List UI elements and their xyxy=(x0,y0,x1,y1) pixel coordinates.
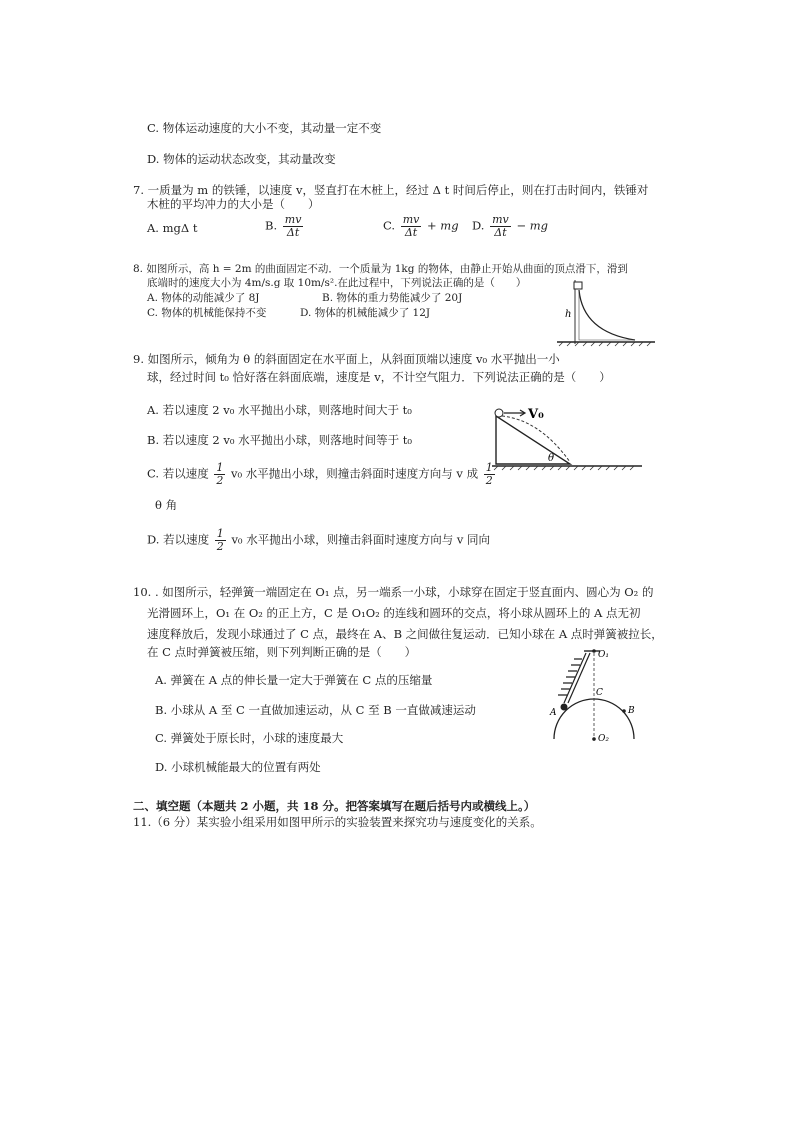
q9-option-d: D. 若以速度 $\frac{1}{2}$ v₀ 水平抛出小球，则撞击斜面时速度方向与 v 同向 xyxy=(147,527,491,553)
q6-option-d: D. 物体的运动状态改变，其动量改变 xyxy=(147,152,336,166)
section2-heading: 二、填空题（本题共 2 小题，共 18 分。把答案填写在题后括号内或横线上。） xyxy=(133,799,536,813)
q7-option-a: A. mgΔ t xyxy=(147,221,198,235)
q9-v0-label: V₀ xyxy=(528,407,544,422)
q10-label-o2: O₂ xyxy=(598,734,609,744)
q9-option-a: A. 若以速度 2 v₀ 水平抛出小球，则落地时间大于 t₀ xyxy=(147,403,412,417)
q10-spring xyxy=(558,653,586,703)
q9-option-c: C. 若以速度 $\frac{1}{2}$ v₀ 水平抛出小球，则撞击斜面时速度方向与 v 成 $\frac{1}{2}$ xyxy=(147,461,493,487)
q8-stem-line1: 8. 如图所示，高 h = 2m 的曲面固定不动．一个质量为 1kg 的物体，由静止开始从曲面的顶点滑下，滑到 xyxy=(133,263,628,275)
q7-option-d: D. $\frac{mv}{\Delta t}$ − mg xyxy=(472,213,548,239)
q8-curve-surface xyxy=(579,290,635,340)
q9-option-c-tail: θ 角 xyxy=(155,498,178,512)
q7-stem-line2: 木桩的平均冲力的大小是（ ） xyxy=(147,197,320,211)
q10-point-o1 xyxy=(592,649,596,653)
q10-option-a: A. 弹簧在 A 点的伸长量一定大于弹簧在 C 点的压缩量 xyxy=(155,673,433,687)
q9-stem-line2: 球，经过时间 t₀ 恰好落在斜面底端，速度是 v，不计空气阻力．下列说法正确的是（ ） xyxy=(147,370,611,384)
q10-spring-ring-figure xyxy=(540,645,650,745)
q9-half-fraction: $\frac{1}{2}$ xyxy=(216,461,224,487)
q7-option-c: C. $\frac{mv}{\Delta t}$ + mg xyxy=(383,213,459,239)
q8-option-a: A. 物体的动能减少了 8J xyxy=(147,292,260,304)
q10-option-d: D. 小球机械能最大的位置有两处 xyxy=(155,760,321,774)
q10-label-b: B xyxy=(628,706,635,716)
q7-option-b: B. $\frac{mv}{\Delta t}$ xyxy=(265,213,302,239)
q10-point-o2 xyxy=(592,737,596,741)
q10-option-c: C. 弹簧处于原长时，小球的速度最大 xyxy=(155,731,344,745)
q9-option-b: B. 若以速度 2 v₀ 水平抛出小球，则落地时间等于 t₀ xyxy=(147,433,413,447)
q10-stem-line2: 光滑圆环上，O₁ 在 O₂ 的正上方，C 是 O₁O₂ 的连线和圆环的交点，将小球从圆环上的 A 点无初 xyxy=(147,606,641,620)
q8-stem-line2: 底端时的速度大小为 4m/s.g 取 10m/s².在此过程中，下列说法正确的是（ ） xyxy=(147,277,527,289)
q8-option-c: C. 物体的机械能保持不变 xyxy=(147,307,267,319)
q8-height-label: h xyxy=(565,309,572,320)
q10-label-o1: O₁ xyxy=(598,650,609,660)
q9-ball xyxy=(495,409,503,417)
q10-label-c: C xyxy=(596,688,603,698)
q9-theta-label: θ xyxy=(548,453,555,464)
q10-stem-line1: 10. . 如图所示，轻弹簧一端固定在 O₁ 点，另一端系一小球，小球穿在固定于竖直面内、圆心为 O₂ 的 xyxy=(133,585,654,599)
q8-curved-slope-figure xyxy=(555,272,660,352)
q9-incline-figure xyxy=(490,402,650,474)
q9-stem-line1: 9. 如图所示，倾角为 θ 的斜面固定在水平面上，从斜面顶端以速度 v₀ 水平抛出一小 xyxy=(133,352,560,366)
q7-fraction: $\frac{mv}{\Delta t}$ xyxy=(284,213,302,239)
q8-block xyxy=(574,282,582,289)
q11-stem: 11.（6 分）某实验小组采用如图甲所示的实验装置来探究功与速度变化的关系。 xyxy=(133,815,542,829)
q10-stem-line4: 在 C 点时弹簧被压缩，则下列判断正确的是（ ） xyxy=(147,645,417,659)
q8-option-b: B. 物体的重力势能减少了 20J xyxy=(322,292,463,304)
q10-label-a: A xyxy=(550,708,557,718)
q8-option-d: D. 物体的机械能减少了 12J xyxy=(300,307,431,319)
q6-option-c: C. 物体运动速度的大小不变，其动量一定不变 xyxy=(147,121,382,135)
q10-option-b: B. 小球从 A 至 C 一直做加速运动，从 C 至 B 一直做减速运动 xyxy=(155,703,476,717)
q10-stem-line3: 速度释放后，发现小球通过了 C 点，最终在 A、B 之间做往复运动．已知小球在 A 点时弹簧被拉长， xyxy=(147,627,663,641)
q9-trajectory xyxy=(502,416,570,462)
q9-incline xyxy=(496,416,570,464)
q10-ball xyxy=(561,704,568,711)
q7-stem-line1: 7. 一质量为 m 的铁锤，以速度 v，竖直打在木桩上，经过 Δ t 时间后停止，则在打击时间内，铁锤对 xyxy=(133,183,649,197)
